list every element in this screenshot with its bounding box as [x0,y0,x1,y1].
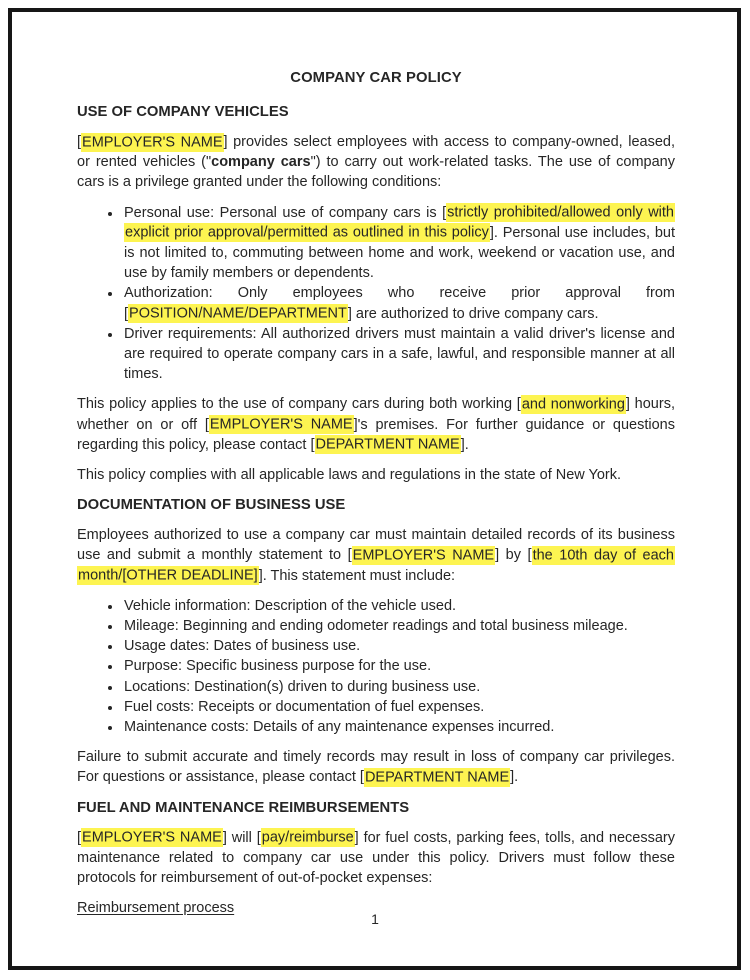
highlighted-placeholder: DEPARTMENT NAME [364,769,510,786]
highlighted-placeholder: EMPLOYER'S NAME [352,547,495,564]
text-run: Usage dates: Dates of business use. [124,638,361,655]
highlighted-placeholder: and nonworking [521,396,625,413]
text-run: ]. [510,769,519,786]
text-run: Mileage: Beginning and ending odometer readings and total business mileage. [124,618,628,635]
reimbursements-paragraph [77,828,675,889]
bullet-item [122,616,675,636]
bullet-item [122,697,675,717]
text-run: company cars [211,154,311,171]
document-body [77,102,675,919]
section-heading-documentation-of-business-use [77,495,675,515]
section-heading-use-of-company-vehicles [77,102,675,122]
documentation-paragraph [77,525,675,586]
highlighted-placeholder: EMPLOYER'S NAME [82,829,222,846]
bullet-item [122,717,675,737]
text-run: ") to carry out work-related tasks. The use of company cars is a privilege granted under the following conditions: [77,154,675,191]
section-heading-fuel-and-maintenance-reimbursements [77,798,675,818]
failure-to-submit-paragraph [77,747,675,787]
highlighted-placeholder: the 10th day of each month/[OTHER DEADLINE] [78,547,674,584]
highlighted-placeholder: pay/reimburse [261,829,354,846]
text-run: Personal use: Personal use of company cars is [ [124,204,447,221]
text-run: [ [77,134,82,150]
text-run: [ [77,829,82,846]
bullet-item [122,283,675,323]
text-run: ] by [ [495,547,532,564]
statement-items-bullet-list [77,596,675,737]
text-run: Employees authorized to use a company car must maintain detailed records of its business use and submit a monthly statement to [ [77,527,675,564]
text-run: Purpose: Specific business purpose for the use. [124,658,432,675]
text-run: Failure to submit accurate and timely records may result in loss of company car privileges. For questions or assistance, please contact [ [77,749,675,786]
document-title: COMPANY CAR POLICY [290,70,462,86]
highlighted-placeholder: EMPLOYER'S NAME [209,416,353,433]
text-run: This policy complies with all applicable laws and regulations in the state of New York. [77,467,622,484]
text-run: DOCUMENTATION OF BUSINESS USE [77,497,346,514]
text-run: Driver requirements: All authorized drivers must maintain a valid driver's license and are required to operate company cars in a safe, lawful, and responsible manner at all times. [124,325,675,383]
text-run: ]'s premises. For further guidance or questions regarding this policy, please contact [ [77,416,675,453]
text-run: This policy applies to the use of company cars during both working [ [77,396,521,413]
text-run: ] provides select employees with access to company-owned, leased, or rented vehicles (" [77,134,675,171]
text-run: ] are authorized to drive company cars. [347,305,599,322]
bullet-item [122,324,675,385]
bullet-item [122,656,675,676]
text-run: Fuel costs: Receipts or documentation of fuel expenses. [124,698,485,715]
document-content [77,70,675,929]
highlighted-placeholder: EMPLOYER'S NAME [82,134,223,150]
text-run: Vehicle information: Description of the vehicle used. [124,597,457,614]
bullet-item [122,203,675,284]
text-run: ]. [460,436,469,453]
highlighted-placeholder: strictly prohibited/allowed only with explicit prior approval/permitted as outlined in this policy [125,204,674,241]
text-run: Authorization: Only employees who receive prior approval from [ [124,285,675,322]
page-number: 1 [371,911,379,927]
text-run: ] will [ [222,829,261,846]
intro-paragraph [77,132,675,193]
highlighted-placeholder: DEPARTMENT NAME [315,436,460,453]
compliance-paragraph [77,465,675,485]
text-run: USE OF COMPANY VEHICLES [77,104,289,120]
text-run: ] hours, whether on or off [ [77,396,675,433]
text-run: Locations: Destination(s) driven to during business use. [124,678,481,695]
highlighted-placeholder: POSITION/NAME/DEPARTMENT [129,305,347,322]
text-run: Maintenance costs: Details of any maintenance expenses incurred. [124,719,555,736]
text-run: ]. Personal use includes, but is not limited to, commuting between home and work, weekend or vacation use, and use by family members or dependents. [124,224,675,282]
applicability-paragraph [77,394,675,455]
conditions-bullet-list [77,203,675,385]
text-run: ] for fuel costs, parking fees, tolls, and necessary maintenance related to company car use under this policy. Drivers must follow these protocols for reimbursement of out-of-pocket expenses: [77,829,676,887]
bullet-item [122,596,675,616]
text-run: ]. This statement must include: [258,567,456,584]
text-run: FUEL AND MAINTENANCE REIMBURSEMENTS [77,799,410,816]
bullet-item [122,677,675,697]
bullet-item [122,636,675,656]
text-run: Reimbursement process [77,900,235,917]
